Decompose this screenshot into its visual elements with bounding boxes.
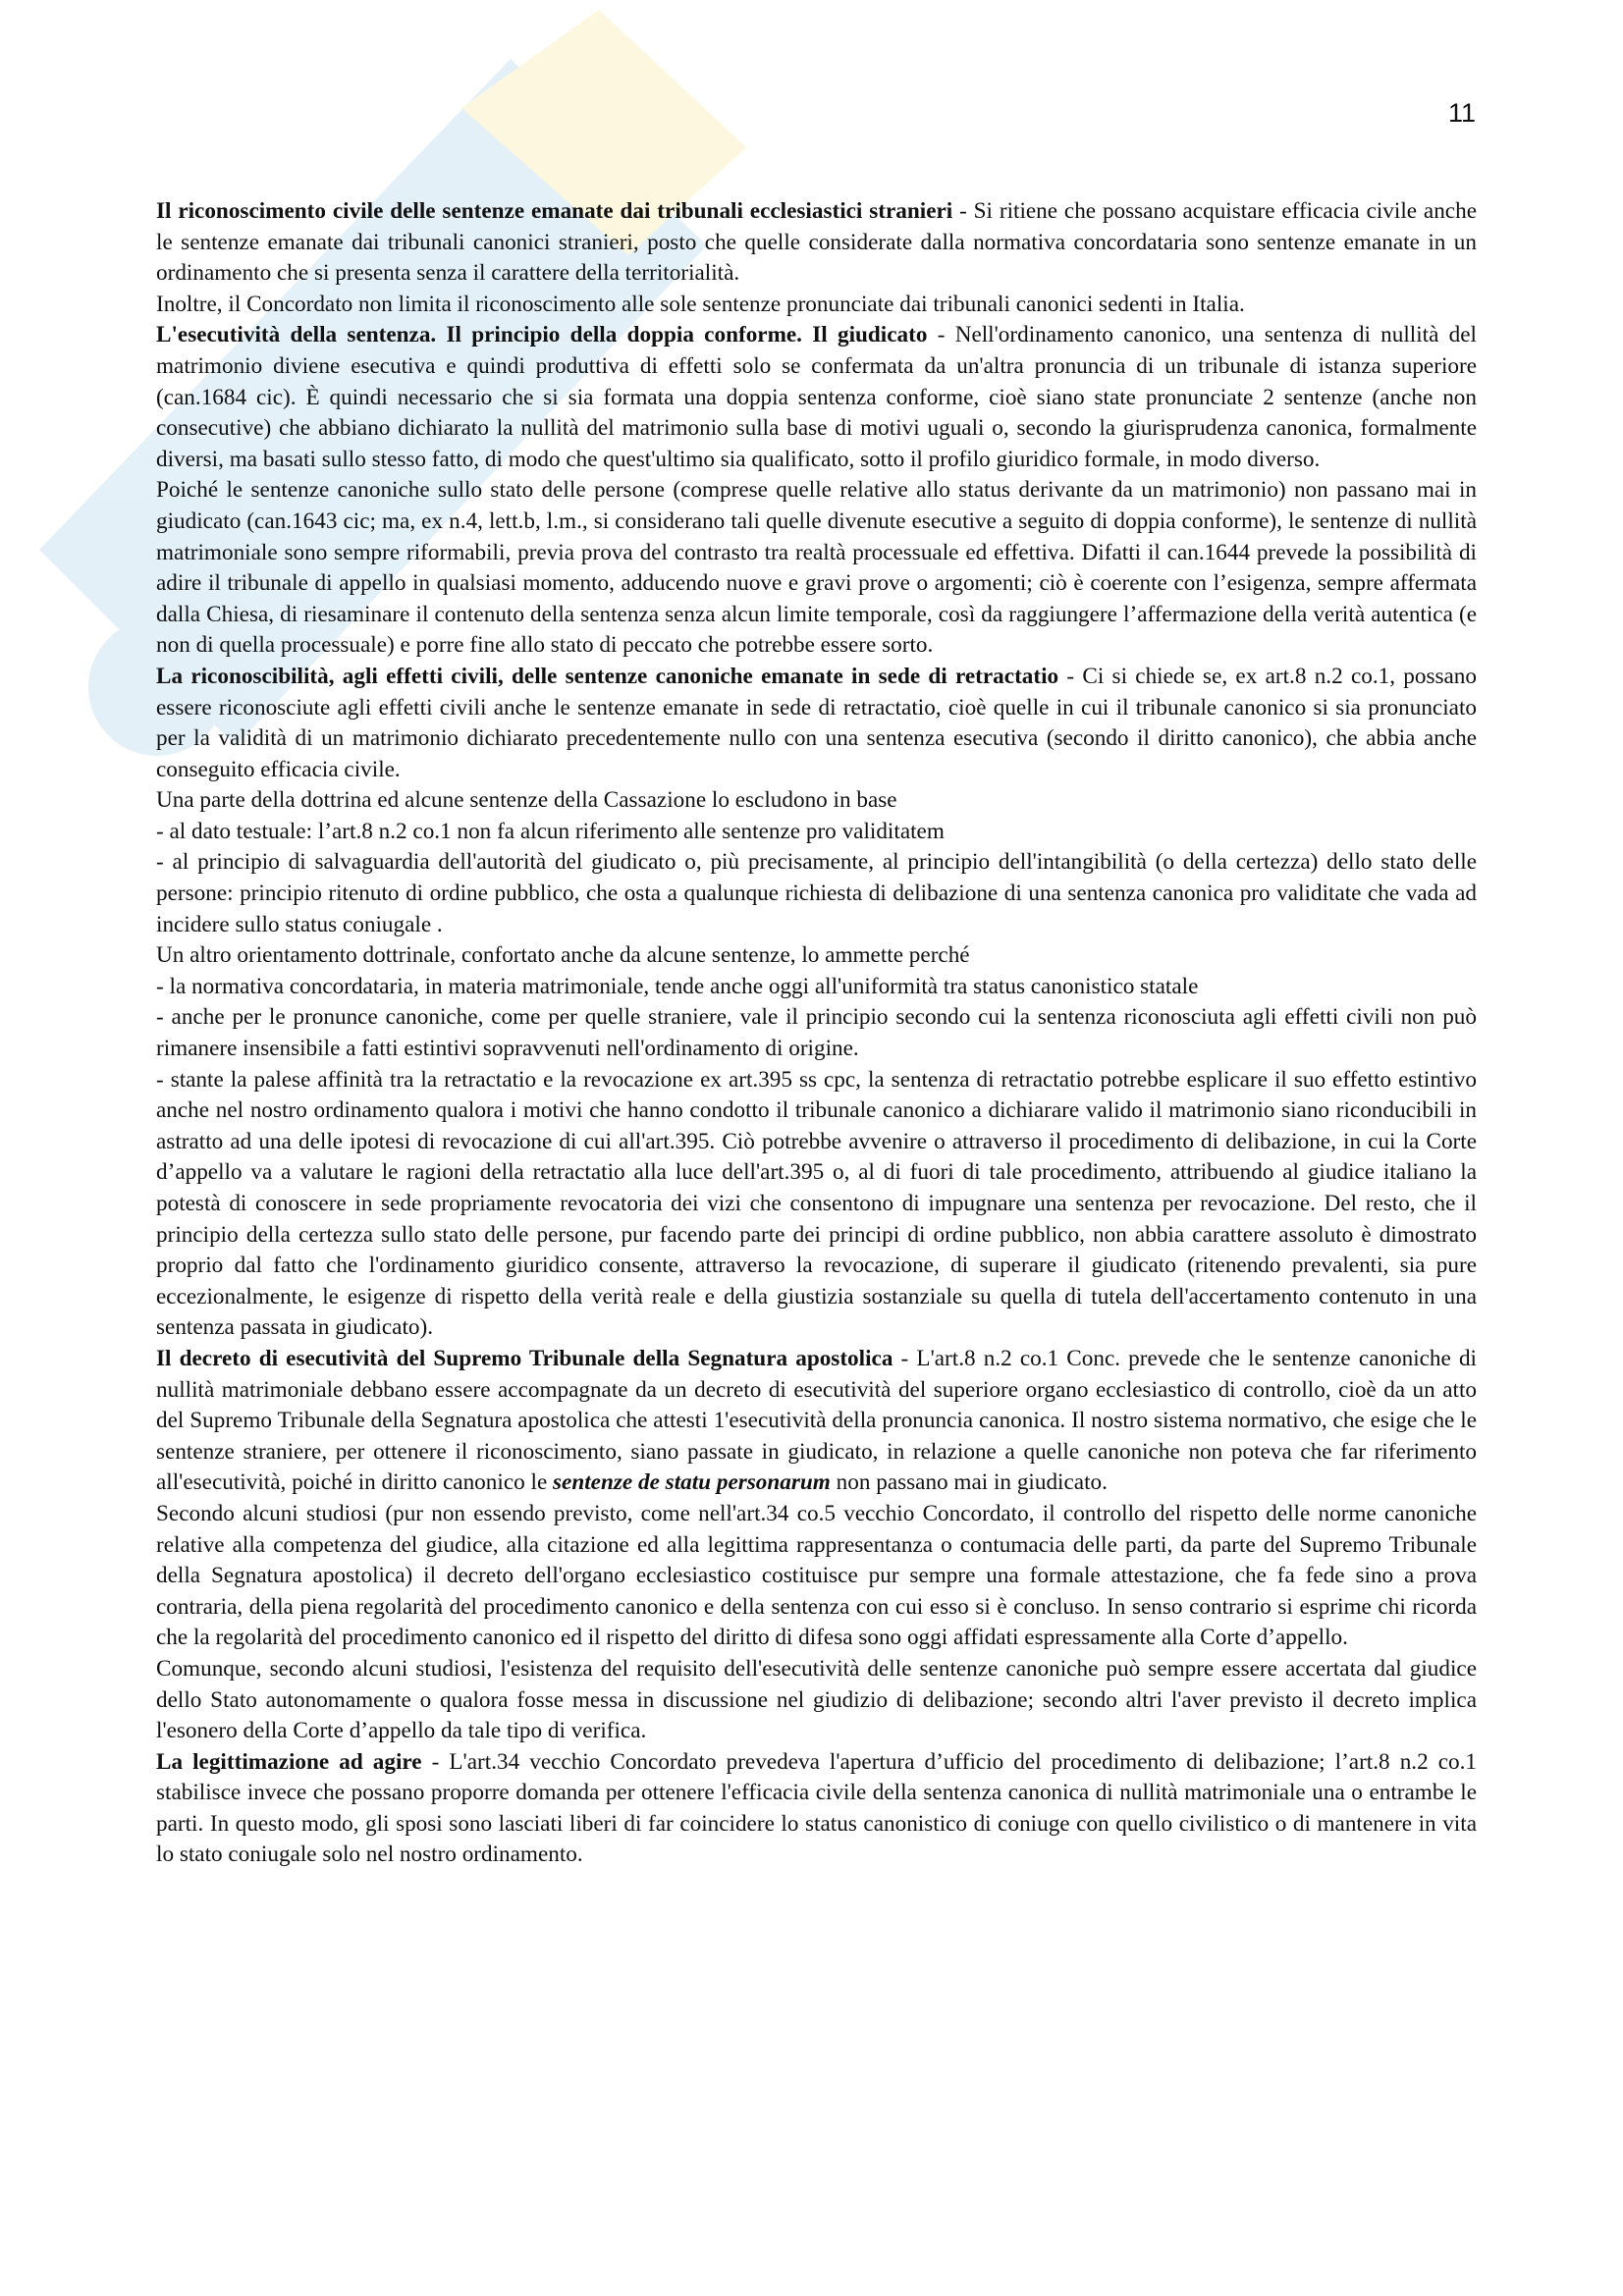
- list-item: - la normativa concordataria, in materia matrimoniale, tende anche oggi all'uniformità tra status canonistico statale: [156, 973, 1199, 999]
- paragraph-legitimation: La legittimazione ad agire - L'art.34 vecchio Concordato prevedeva l'apertura d’ufficio del procedimento di delibazione; l’art.8 n.2 co.1 stabilisce invece che possano proporre domanda per ottenere l'efficacia civile della sentenza canonica di nullità matrimoniale una o entrambe le parti. In questo modo, gli sposi sono lasciati liberi di far coincidere lo status canonistico di coniuge con quello civilistico o di mantenere in vita lo stato coniugale solo nel nostro ordinamento.: [156, 1748, 1477, 1868]
- paragraph-retractatio: La riconoscibilità, agli effetti civili, delle sentenze canoniche emanate in sede di retractatio - Ci si chiede se, ex art.8 n.2 co.1, possano essere riconosciute agli effetti civili anche le sentenze emanate in sede di retractatio, cioè quelle in cui il tribunale canonico si sia pronunciato per la validità di un matrimonio dichiarato precedentemente nullo con una sentenza esecutiva (secondo il diritto canonico), che abbia anche conseguito efficacia civile.: [156, 663, 1477, 782]
- page-number: 11: [1447, 98, 1476, 128]
- paragraph-recognition-foreign: Il riconoscimento civile delle sentenze emanate dai tribunali ecclesiastici stranieri - Si ritiene che possano acquistare efficacia civile anche le sentenze emanate dai tribunali canonici stranieri, posto che quelle considerate dalla normativa concordataria sono sentenze emanate in un ordinamento che si presenta senza il carattere della territorialità.: [156, 198, 1477, 287]
- list-item: - al dato testuale: l’art.8 n.2 co.1 non fa alcun riferimento alle sentenze pro validitatem: [156, 818, 945, 844]
- paragraph: Secondo alcuni studiosi (pur non essendo previsto, come nell'art.34 co.5 vecchio Concordato, il controllo del rispetto delle norme canoniche relative alla competenza del giudice, alla citazione ed alla legittima rappresentanza o contumacia delle parti, da parte del Supremo Tribunale della Segnatura apostolica) il decreto dell'organo ecclesiastico costituisce pur sempre una formale attestazione, che fa fede sino a prova contraria, della piena regolarità del procedimento canonico e della sentenza con cui esso si è concluso. In senso contrario si esprime chi ricorda che la regolarità del procedimento canonico ed il rispetto del diritto di difesa sono oggi affidati espressamente alla Corte d’appello.: [156, 1500, 1477, 1651]
- paragraph: Un altro orientamento dottrinale, confortato anche da alcune sentenze, lo ammette perché: [156, 942, 970, 969]
- emphasis: sentenze de statu personarum: [553, 1469, 831, 1496]
- section-heading: Il decreto di esecutività del Supremo Tribunale della Segnatura apostolica: [156, 1345, 893, 1371]
- paragraph: Comunque, secondo alcuni studiosi, l'esistenza del requisito dell'esecutività delle sentenze canoniche può sempre essere accertata dal giudice dello Stato autonomamente o qualora fosse messa in discussione nel giudizio di delibazione; secondo altri l'aver previsto il decreto implica l'esonero della Corte d’appello da tale tipo di verifica.: [156, 1655, 1477, 1744]
- list-item: - al principio di salvaguardia dell'autorità del giudicato o, più precisamente, al principio dell'intangibilità (o della certezza) dello stato delle persone: principio ritenuto di ordine pubblico, che osta a qualunque richiesta di delibazione di una sentenza canonica pro validitate che vada ad incidere sullo status coniugale .: [156, 849, 1477, 937]
- section-heading: La riconoscibilità, agli effetti civili, delle sentenze canoniche emanate in sede di retractatio: [156, 663, 1059, 689]
- section-heading: Il riconoscimento civile delle sentenze emanate dai tribunali ecclesiastici stranieri: [156, 198, 953, 224]
- paragraph-executivity: L'esecutività della sentenza. Il principio della doppia conforme. Il giudicato - Nell'ordinamento canonico, una sentenza di nullità del matrimonio diviene esecutiva e quindi produttiva di effetti solo se confermata da un'altra pronuncia di un tribunale di istanza superiore (can.1684 cic). È quindi necessario che si sia formata una doppia sentenza conforme, cioè siano state pronunciate 2 sentenze (anche non consecutive) che abbiano dichiarato la nullità del matrimonio sulla base di motivi uguali o, secondo la giurisprudenza canonica, formalmente diversi, ma basati sullo stesso fatto, di modo che quest'ultimo sia qualificato, sotto il profilo giuridico formale, in modo diverso.: [156, 322, 1477, 472]
- section-heading: La legittimazione ad agire: [156, 1748, 422, 1775]
- paragraph-decree: Il decreto di esecutività del Supremo Tribunale della Segnatura apostolica - L'art.8 n.2 co.1 Conc. prevede che le sentenze canoniche di nullità matrimoniale debbano essere accompagnate da un decreto di esecutività del superiore organo ecclesiastico di controllo, cioè da un atto del Supremo Tribunale della Segnatura apostolica che attesti 1'esecutività della pronuncia canonica. Il nostro sistema normativo, che esige che le sentenze straniere, per ottenere il riconoscimento, siano passate in giudicato, in relazione a quelle canoniche non poteva che far riferimento all'esecutività, poiché in diritto canonico le sentenze de statu personarum non passano mai in giudicato.: [156, 1345, 1477, 1496]
- document-body: [156, 196, 1477, 1871]
- list-item: - stante la palese affinità tra la retractatio e la revocazione ex art.395 ss cpc, la sentenza di retractatio potrebbe esplicare il suo effetto estintivo anche nel nostro ordinamento qualora i motivi che hanno condotto il tribunale canonico a dichiarare valido il matrimonio siano riconducibili in astratto ad una delle ipotesi di revocazione di cui all'art.395. Ciò potrebbe avvenire o attraverso il procedimento di delibazione, in cui la Corte d’appello va a valutare le ragioni della retractatio alla luce dell'art.395 o, al di fuori di tale procedimento, attribuendo al giudice italiano la potestà di conoscere in sede propriamente revocatoria dei vizi che consentono di impugnare una sentenza per revocazione. Del resto, che il principio della certezza sullo stato delle persone, pur facendo parte dei principi di ordine pubblico, non abbia carattere assoluto è dimostrato proprio dal fatto che l'ordinamento giuridico consente, attraverso la revocazione, di superare il giudicato (ritenendo prevalenti, sia pure eccezionalmente, le esigenze di rispetto della verità reale e della giustizia sostanziale su quella di tutela dell'accertamento contenuto in una sentenza passata in giudicato).: [156, 1066, 1477, 1341]
- list-item: - anche per le pronunce canoniche, come per quelle straniere, vale il principio secondo cui la sentenza riconosciuta agli effetti civili non può rimanere insensibile a fatti estintivi sopravvenuti nell'ordinamento di origine.: [156, 1004, 1477, 1062]
- paragraph: Una parte della dottrina ed alcune sentenze della Cassazione lo escludono in base: [156, 787, 897, 814]
- paragraph: Poiché le sentenze canoniche sullo stato delle persone (comprese quelle relative allo status derivante da un matrimonio) non passano mai in giudicato (can.1643 cic; ma, ex n.4, lett.b, l.m., si considerano tali quelle divenute esecutive a seguito di doppia conforme), le sentenze di nullità matrimoniale sono sempre riformabili, previa prova del contrasto tra realtà processuale ed effettiva. Difatti il can.1644 prevede la possibilità di adire il tribunale di appello in qualsiasi momento, adducendo nuove e gravi prove o argomenti; ciò è coerente con l’esigenza, sempre affermata dalla Chiesa, di riesaminare il contenuto della sentenza senza alcun limite temporale, così da raggiungere l’affermazione della verità autentica (e non di quella processuale) e porre fine allo stato di peccato che potrebbe essere sorto.: [156, 477, 1477, 659]
- paragraph: Inoltre, il Concordato non limita il riconoscimento alle sole sentenze pronunciate dai tribunali canonici sedenti in Italia.: [156, 291, 1245, 317]
- section-heading: L'esecutività della sentenza. Il principio della doppia conforme. Il giudicato: [156, 322, 928, 348]
